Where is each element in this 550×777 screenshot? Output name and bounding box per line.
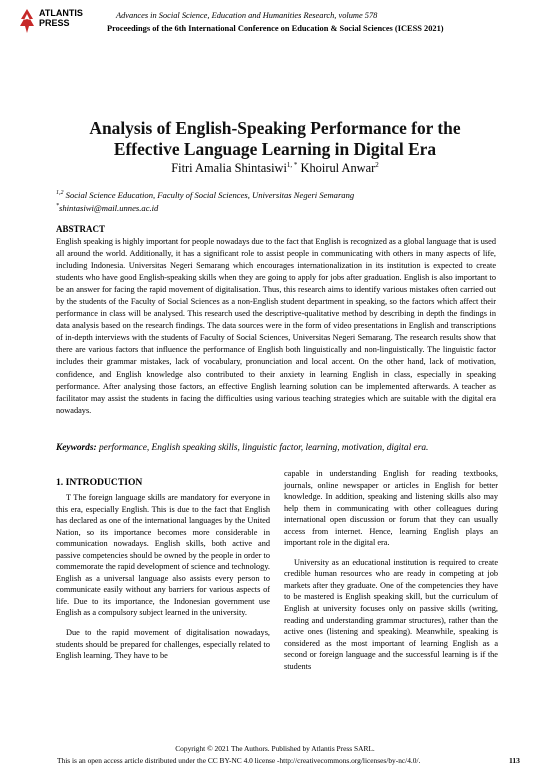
abstract-heading: ABSTRACT: [56, 224, 106, 234]
left-column: [56, 492, 270, 662]
email-line: [56, 201, 354, 214]
affiliation-line: [56, 188, 354, 201]
author-1: Fitri Amalia Shintasiwi: [171, 161, 287, 176]
paper-title: [30, 118, 520, 160]
author-1-marker: 1, *: [286, 161, 298, 169]
atlantis-logo-icon: [18, 8, 36, 34]
page-number: 113: [509, 756, 520, 765]
atlantis-press-logo: [18, 8, 83, 34]
intro-paragraph-3: capable in understanding English for reading textbooks, journals, online newspaper or articles in English for better knowledge. In addition, speaking and listening skills also may help them in communicating with other colleagues during international open discussion or forum that they can usually access from internet. Hence, learning English plays an important role in the digital era.: [284, 469, 498, 548]
keywords-line: [56, 443, 428, 453]
footer-copyright: Copyright © 2021 The Authors. Published by Atlantis Press SARL.: [175, 744, 375, 753]
author-email: shintasiwi@mail.unnes.ac.id: [59, 202, 159, 213]
intro-paragraph-1: T The foreign language skills are mandatory for everyone in this era, especially English. This is due to the fact that English has declared as one of the international languages by the United Nation, so its importance becomes more considerable in communication nowadays. English skills, both active and passive competencies should be owned by the people in order to commemorate the rapid development of science and technology. English as a universal language also assists every person to communicate easily without any barriers for various aspects of life. Due to its importance, the Indonesian government use English as a compulsory subject learned in the university.: [56, 493, 270, 618]
author-2-marker: 2: [375, 161, 379, 169]
section-heading-introduction: 1. INTRODUCTION: [56, 477, 143, 488]
series-header: Advances in Social Science, Education and Humanities Research, volume 578: [116, 11, 378, 20]
intro-paragraph-2: Due to the rapid movement of digitalisation nowadays, students should be prepared for challenges, especially related to English learning. They have to be: [56, 628, 270, 661]
affiliation-text: Social Science Education, Faculty of Social Sciences, Universitas Negeri Semarang: [63, 189, 355, 200]
author-2: Khoirul Anwar: [300, 161, 376, 176]
email-marker: *: [56, 202, 59, 209]
abstract-text: English speaking is highly important for people nowadays due to the fact that English is recognized as a global language that is used all around the world. Additionally, it has a significant role to assist people in communicating with others in many aspects of life, including Indonesia. Universitas Negeri Semarang which encourages internationalization in its institution is expected to create students who have good English-speaking skills when they are going to apply for jobs after graduation. English is also important to be an answer for facing the rapid movement of digitalisation. Thus, this research aims to identify various mistakes often carried out by the students of the Faculty of Social Sciences as a non-English student department in speaking, so the factors which affect their performance in class will be analysed. This research used the descriptive-qualitative method by describing in depth the findings in data analysis based on the research findings. The data sources were in the form of video presentations in English and transcriptions of in-depth interviews with the students of Faculty of Social Sciences, Universitas Negeri Semarang. The research results show that there are various factors that influence the performance of English both linguistically and non-linguistically. The linguistic factor includes their grammar mistakes, lack of vocabulary, pronunciation and local accent. On the other hand, lack of motivation, confidence, and English knowledge also contributed to their anxiety in learning English in class, especially in speaking performance. After analysing those factors, an effective English learning solution can be implemented afterwards. A teacher as facilitator may assist the students in facing the difficulties using various teaching strategies which are suitable with the digital era nowadays.: [56, 237, 496, 415]
title-line-1: Analysis of English-Speaking Performance for the: [89, 118, 461, 138]
author-list: [30, 161, 520, 176]
proceedings-header: Proceedings of the 6th International Conference on Education & Social Sciences (ICESS 2021): [107, 24, 444, 33]
publisher-name-line1: ATLANTIS: [39, 8, 83, 18]
affiliation-marker: 1,2: [56, 190, 64, 196]
footer-license: This is an open access article distributed under the CC BY-NC 4.0 license -http://creativecommons.org/licenses/by-nc/4.0/.: [57, 756, 421, 765]
keywords-text: performance, English speaking skills, linguistic factor, learning, motivation, digital era.: [96, 443, 429, 453]
intro-paragraph-4: University as an educational institution is required to create credible human resources who are ready in competing at job markets after they graduate. One of the competencies they have to be mastered is English speaking skill, but the curriculum of English at university focuses only on passive skills (writing, reading and understanding grammar structures), rather than the active ones (listening and speaking). Meanwhile, speaking is considered as the most important of learning English as a second or foreign language and the successful learning is if the students: [284, 557, 498, 671]
publisher-name-line2: PRESS: [39, 18, 70, 28]
title-line-2: Effective Language Learning in Digital Era: [113, 139, 437, 159]
right-column: [284, 468, 498, 672]
affiliation-block: [56, 188, 354, 214]
keywords-label: Keywords:: [56, 443, 97, 453]
